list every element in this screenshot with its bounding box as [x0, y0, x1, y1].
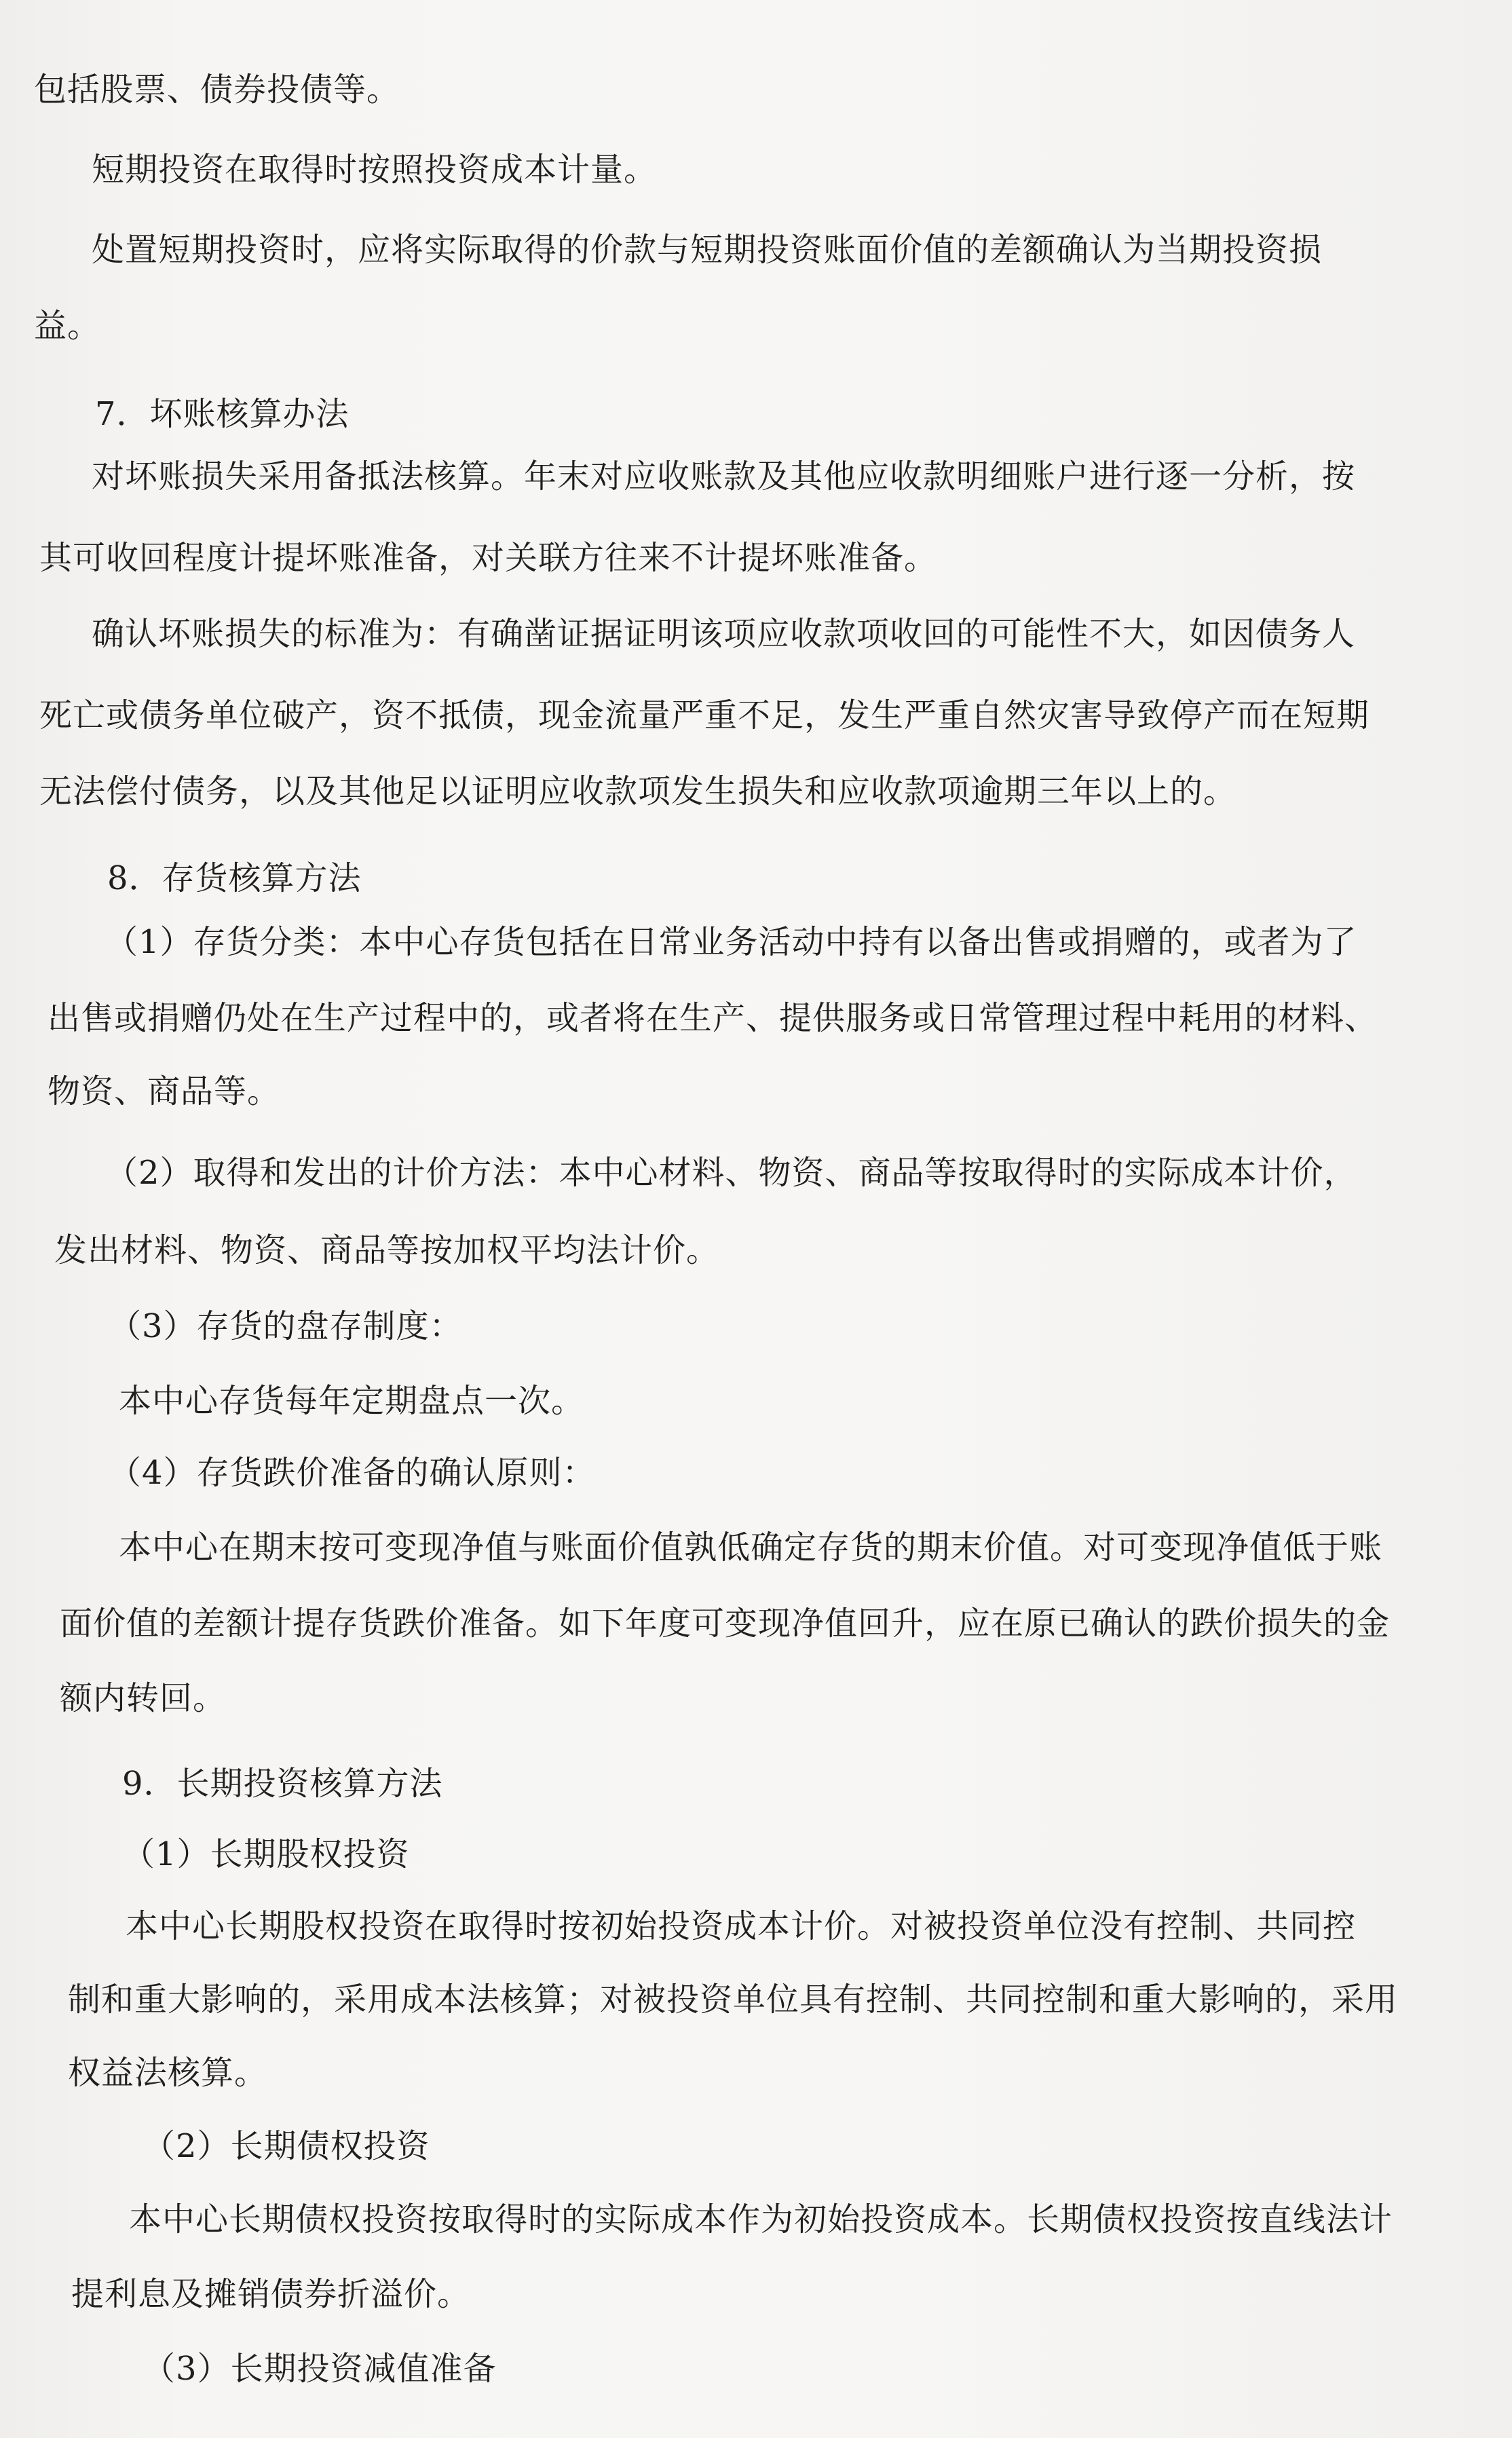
text-line-17: （3）存货的盘存制度： [109, 1307, 463, 1345]
text-line-18: 本中心存货每年定期盘点一次。 [119, 1382, 585, 1420]
text-line-25: 本中心长期股权投资在取得时按初始投资成本计价。对被投资单位没有控制、共同控 [126, 1907, 1357, 1945]
text-line-16: 发出材料、物资、商品等按加权平均法计价。 [54, 1231, 720, 1269]
text-line-4: 益。 [34, 307, 101, 345]
section-heading-9: 9．长期投资核算方法 [122, 1765, 443, 1803]
text-line-14: 物资、商品等。 [48, 1072, 281, 1110]
text-line-20: 本中心在期末按可变现净值与账面价值孰低确定存货的期末价值。对可变现净值低于账 [119, 1529, 1383, 1567]
text-line-7: 其可收回程度计提坏账准备，对关联方往来不计提坏账准备。 [39, 539, 938, 577]
text-line-28: （2）长期债权投资 [143, 2127, 430, 2165]
text-line-6: 对坏账损失采用备抵法核算。年末对应收账款及其他应收款明细账户进行逐一分析，按 [92, 457, 1356, 495]
text-line-29: 本中心长期债权投资按取得时的实际成本作为初始投资成本。长期债权投资按直线法计 [129, 2200, 1393, 2238]
text-line-19: （4）存货跌价准备的确认原则： [109, 1454, 596, 1492]
text-line-1: 包括股票、债券投债等。 [34, 71, 400, 109]
text-line-21: 面价值的差额计提存货跌价准备。如下年度可变现净值回升，应在原已确认的跌价损失的金 [60, 1605, 1391, 1643]
text-line-10: 无法偿付债务，以及其他足以证明应收款项发生损失和应收款项逾期三年以上的。 [39, 772, 1237, 810]
section-heading-7: 7．坏账核算办法 [95, 395, 349, 433]
text-line-26: 制和重大影响的，采用成本法核算；对被投资单位具有控制、共同控制和重大影响的，采用 [68, 1981, 1399, 2019]
text-line-3: 处置短期投资时，应将实际取得的价款与短期投资账面价值的差额确认为当期投资损 [92, 231, 1323, 269]
text-line-9: 死亡或债务单位破产，资不抵债，现金流量严重不足，发生严重自然灾害导致停产而在短期 [39, 696, 1370, 734]
section-heading-8: 8．存货核算方法 [107, 859, 362, 897]
text-line-2: 短期投资在取得时按照投资成本计量。 [92, 151, 658, 189]
text-line-12: （1）存货分类：本中心存货包括在日常业务活动中持有以备出售或捐赠的，或者为了 [105, 923, 1357, 961]
text-line-30: 提利息及摊销债券折溢价。 [71, 2275, 471, 2313]
text-line-24: （1）长期股权投资 [122, 1835, 410, 1873]
text-line-27: 权益法核算。 [68, 2054, 268, 2092]
text-line-15: （2）取得和发出的计价方法：本中心材料、物资、商品等按取得时的实际成本计价， [105, 1154, 1357, 1192]
text-line-31: （3）长期投资减值准备 [143, 2350, 497, 2388]
text-line-22: 额内转回。 [60, 1679, 227, 1717]
text-line-13: 出售或捐赠仍处在生产过程中的，或者将在生产、提供服务或日常管理过程中耗用的材料、 [48, 999, 1378, 1037]
text-line-8: 确认坏账损失的标准为：有确凿证据证明该项应收款项收回的可能性不大，如因债务人 [92, 615, 1356, 653]
